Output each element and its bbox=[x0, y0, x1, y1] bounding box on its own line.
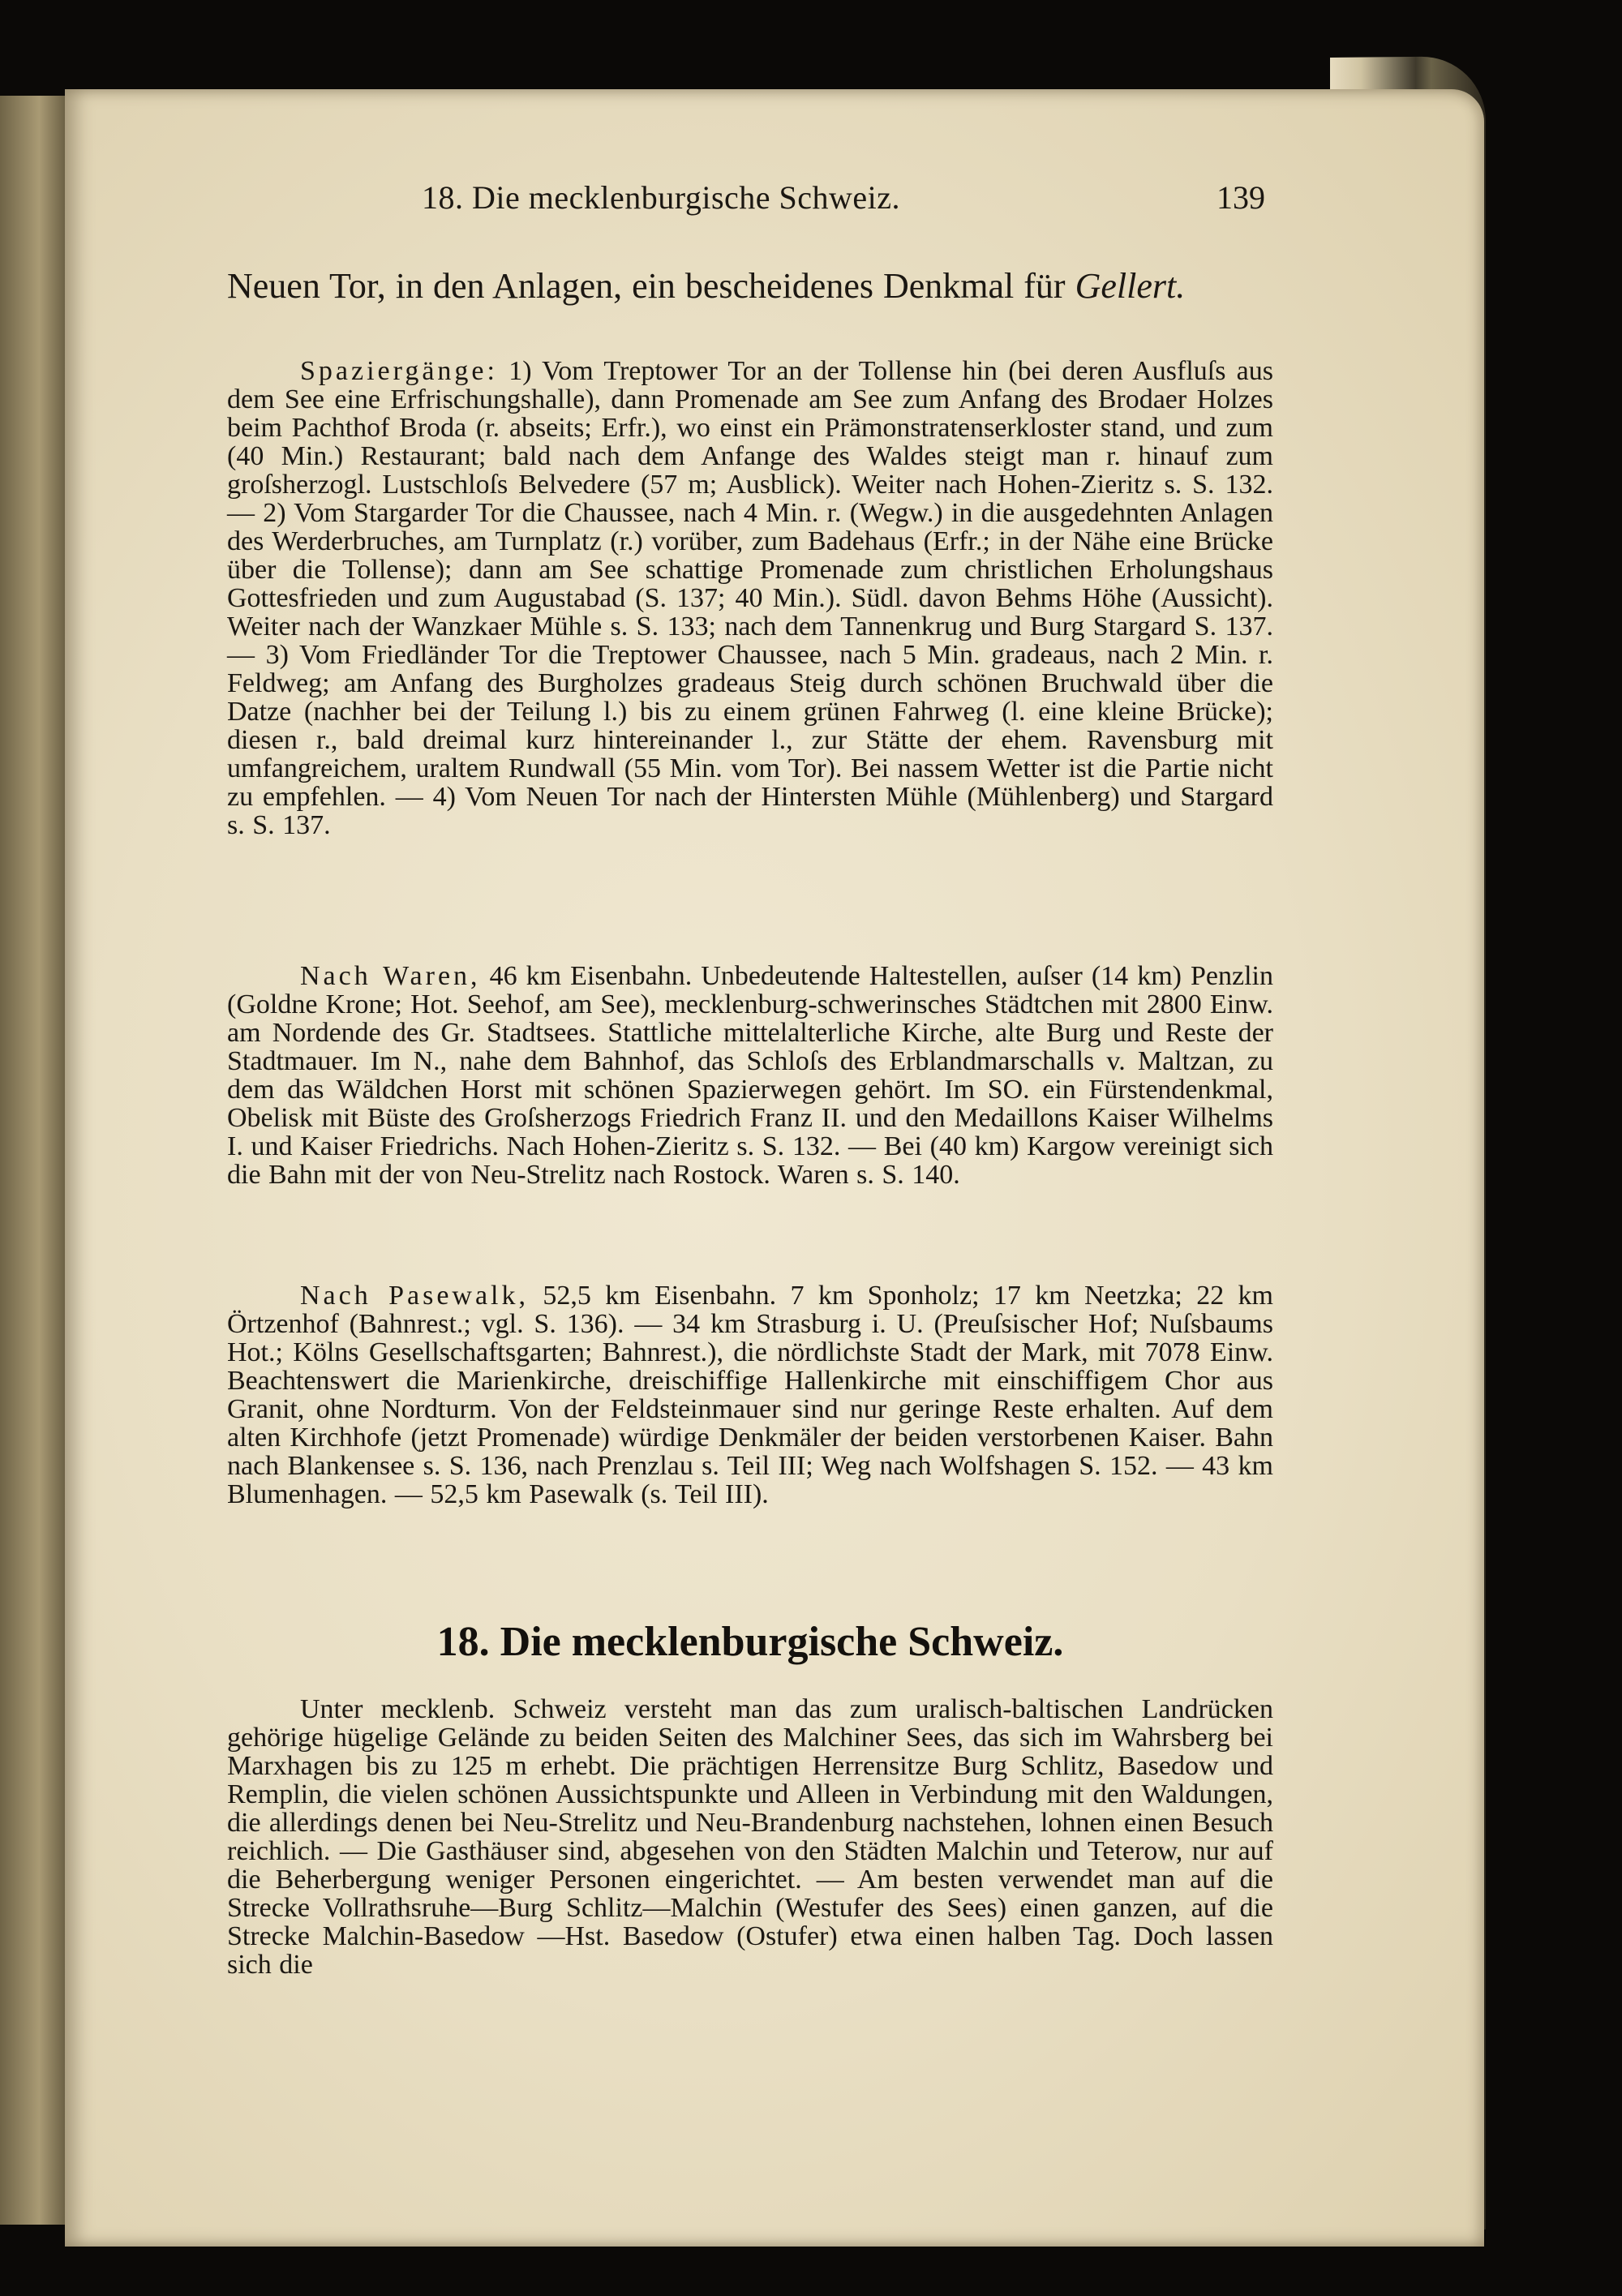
paragraph-label: Spaziergänge: bbox=[300, 356, 498, 386]
section-heading: 18. Die mecklenburgische Schweiz. bbox=[436, 1619, 1064, 1665]
paragraph-section-intro bbox=[227, 1695, 1273, 1979]
paragraph-nach-waren bbox=[227, 962, 1273, 1189]
running-header-title: 18. Die mecklenburgische Schweiz. bbox=[422, 179, 901, 216]
intro-paragraph bbox=[227, 266, 1273, 306]
intro-name: Gellert. bbox=[1075, 266, 1186, 306]
paragraph-label: Nach Pasewalk, bbox=[300, 1281, 529, 1311]
intro-text: Neuen Tor, in den Anlagen, ein bescheidenes Denkmal für bbox=[227, 266, 1075, 306]
paragraph-label: Nach Waren, bbox=[300, 961, 481, 991]
paragraph-text: Unter mecklenb. Schweiz versteht man das zum uralisch-baltischen Landrücken gehörige hügelige Gelände zu beiden Seiten des Malchiner Sees, das sich im Wahrsberg bei Marxhagen bis zu 125 m erhebt. Die prächtigen Herrensitze Burg Schlitz, Basedow und Remplin, die vielen schönen Aussichtspunkte und Alleen in Verbindung mit den Waldungen, die allerdings denen bei Neu-Strelitz und Neu-Brandenburg nachstehen, lohnen einen Besuch reichlich. — Die Gasthäuser sind, abgesehen von den Städten Malchin und Teterow, nur auf die Beherbergung weniger Personen eingerichtet. — Am besten verwendet man auf die Strecke Vollrathsruhe—Burg Schlitz—Malchin (Westufer des Sees) einen ganzen, auf die Strecke Malchin-Basedow —Hst. Basedow (Ostufer) etwa einen halben Tag. Doch lassen sich die bbox=[227, 1694, 1273, 1980]
paragraph-spaziergaenge bbox=[227, 357, 1273, 839]
paragraph-text: 46 km Eisenbahn. Unbedeutende Haltestellen, auſser (14 km) Penzlin (Goldne Krone; Hot. Seehof, am See), mecklenburg-schwerinsches Städtchen mit 2800 Einw. am Nordende des Gr. Stadtsees. Stattliche mittelalterliche Kirche, alte Burg und Reste der Stadtmauer. Im N., nahe dem Bahnhof, das Schloſs des Erblandmarschalls v. Maltzan, zu dem das Wäldchen Horst mit schönen Spazierwegen gehört. Im SO. ein Fürstendenkmal, Obelisk mit Büste des Groſsherzogs Friedrich Franz II. und den Medaillons Kaiser Wilhelms I. und Kaiser Friedrichs. Nach Hohen-Zieritz s. S. 132. — Bei (40 km) Kargow vereinigt sich die Bahn mit der von Neu-Strelitz nach Rostock. Waren s. S. 140. bbox=[227, 961, 1274, 1190]
page-number: 139 bbox=[1216, 179, 1265, 216]
paragraph-nach-pasewalk bbox=[227, 1281, 1273, 1508]
paragraph-text: 52,5 km Eisenbahn. 7 km Sponholz; 17 km Neetzka; 22 km Örtzenhof (Bahnrest.; vgl. S. 136). — 34 km Strasburg i. U. (Preuſsischer Hof; Nuſsbaums Hot.; Kölns Gesellschaftsgarten; Bahnrest.), die nördlichste Stadt der Mark, mit 7078 Einw. Beachtenswert die Marienkirche, dreischiffige Hallenkirche mit einschiffigem Chor aus Granit, ohne Nordturm. Von der Feldsteinmauer sind nur geringe Reste erhalten. Auf dem alten Kirchhofe (jetzt Promenade) würdige Denkmäler der beiden verstorbenen Kaiser. Bahn nach Blankensee s. S. 136, nach Prenzlau s. Teil III; Weg nach Wolfshagen S. 152. — 43 km Blumenhagen. — 52,5 km Pasewalk (s. Teil III). bbox=[227, 1281, 1273, 1509]
paragraph-text: 1) Vom Treptower Tor an der Tollense hin (bei deren Ausfluſs aus dem See eine Erfrischungshalle), dann Promenade am See zum Anfang des Brodaer Holzes beim Pachthof Broda (r. abseits; Erfr.), wo einst ein Prämonstratenserkloster stand, und zum (40 Min.) Restaurant; bald nach dem Anfange des Waldes steigt man r. hinauf zum groſsherzogl. Lustschloſs Belvedere (57 m; Ausblick). Weiter nach Hohen-Zieritz s. S. 132. — 2) Vom Stargarder Tor die Chaussee, nach 4 Min. r. (Wegw.) in die ausgedehnten Anlagen des Werderbruches, am Turnplatz (r.) vorüber, zum Badehaus (Erfr.; in der Nähe eine Brücke über die Tollense); dann am See schattige Promenade zum christlichen Erholungshaus Gottesfrieden und zum Augustabad (S. 137; 40 Min.). Südl. davon Behms Höhe (Aussicht). Weiter nach der Wanzkaer Mühle s. S. 133; nach dem Tannenkrug und Burg Stargard S. 137. — 3) Vom Friedländer Tor die Treptower Chaussee, nach 5 Min. gradeaus, nach 2 Min. r. Feldweg; am Anfang des Burgholzes gradeaus Steig durch schönen Bruchwald über die Datze (nachher bei der Teilung l.) bis zu einem grünen Fahrweg (l. eine kleine Brücke); diesen r., bald dreimal kurz hintereinander l., zur Stätte der ehem. Ravensburg mit umfangreichem, uraltem Rundwall (55 Min. vom Tor). Bei nassem Wetter ist die Partie nicht zu empfehlen. — 4) Vom Neuen Tor nach der Hintersten Mühle (Mühlenberg) und Stargard s. S. 137. bbox=[227, 356, 1273, 840]
